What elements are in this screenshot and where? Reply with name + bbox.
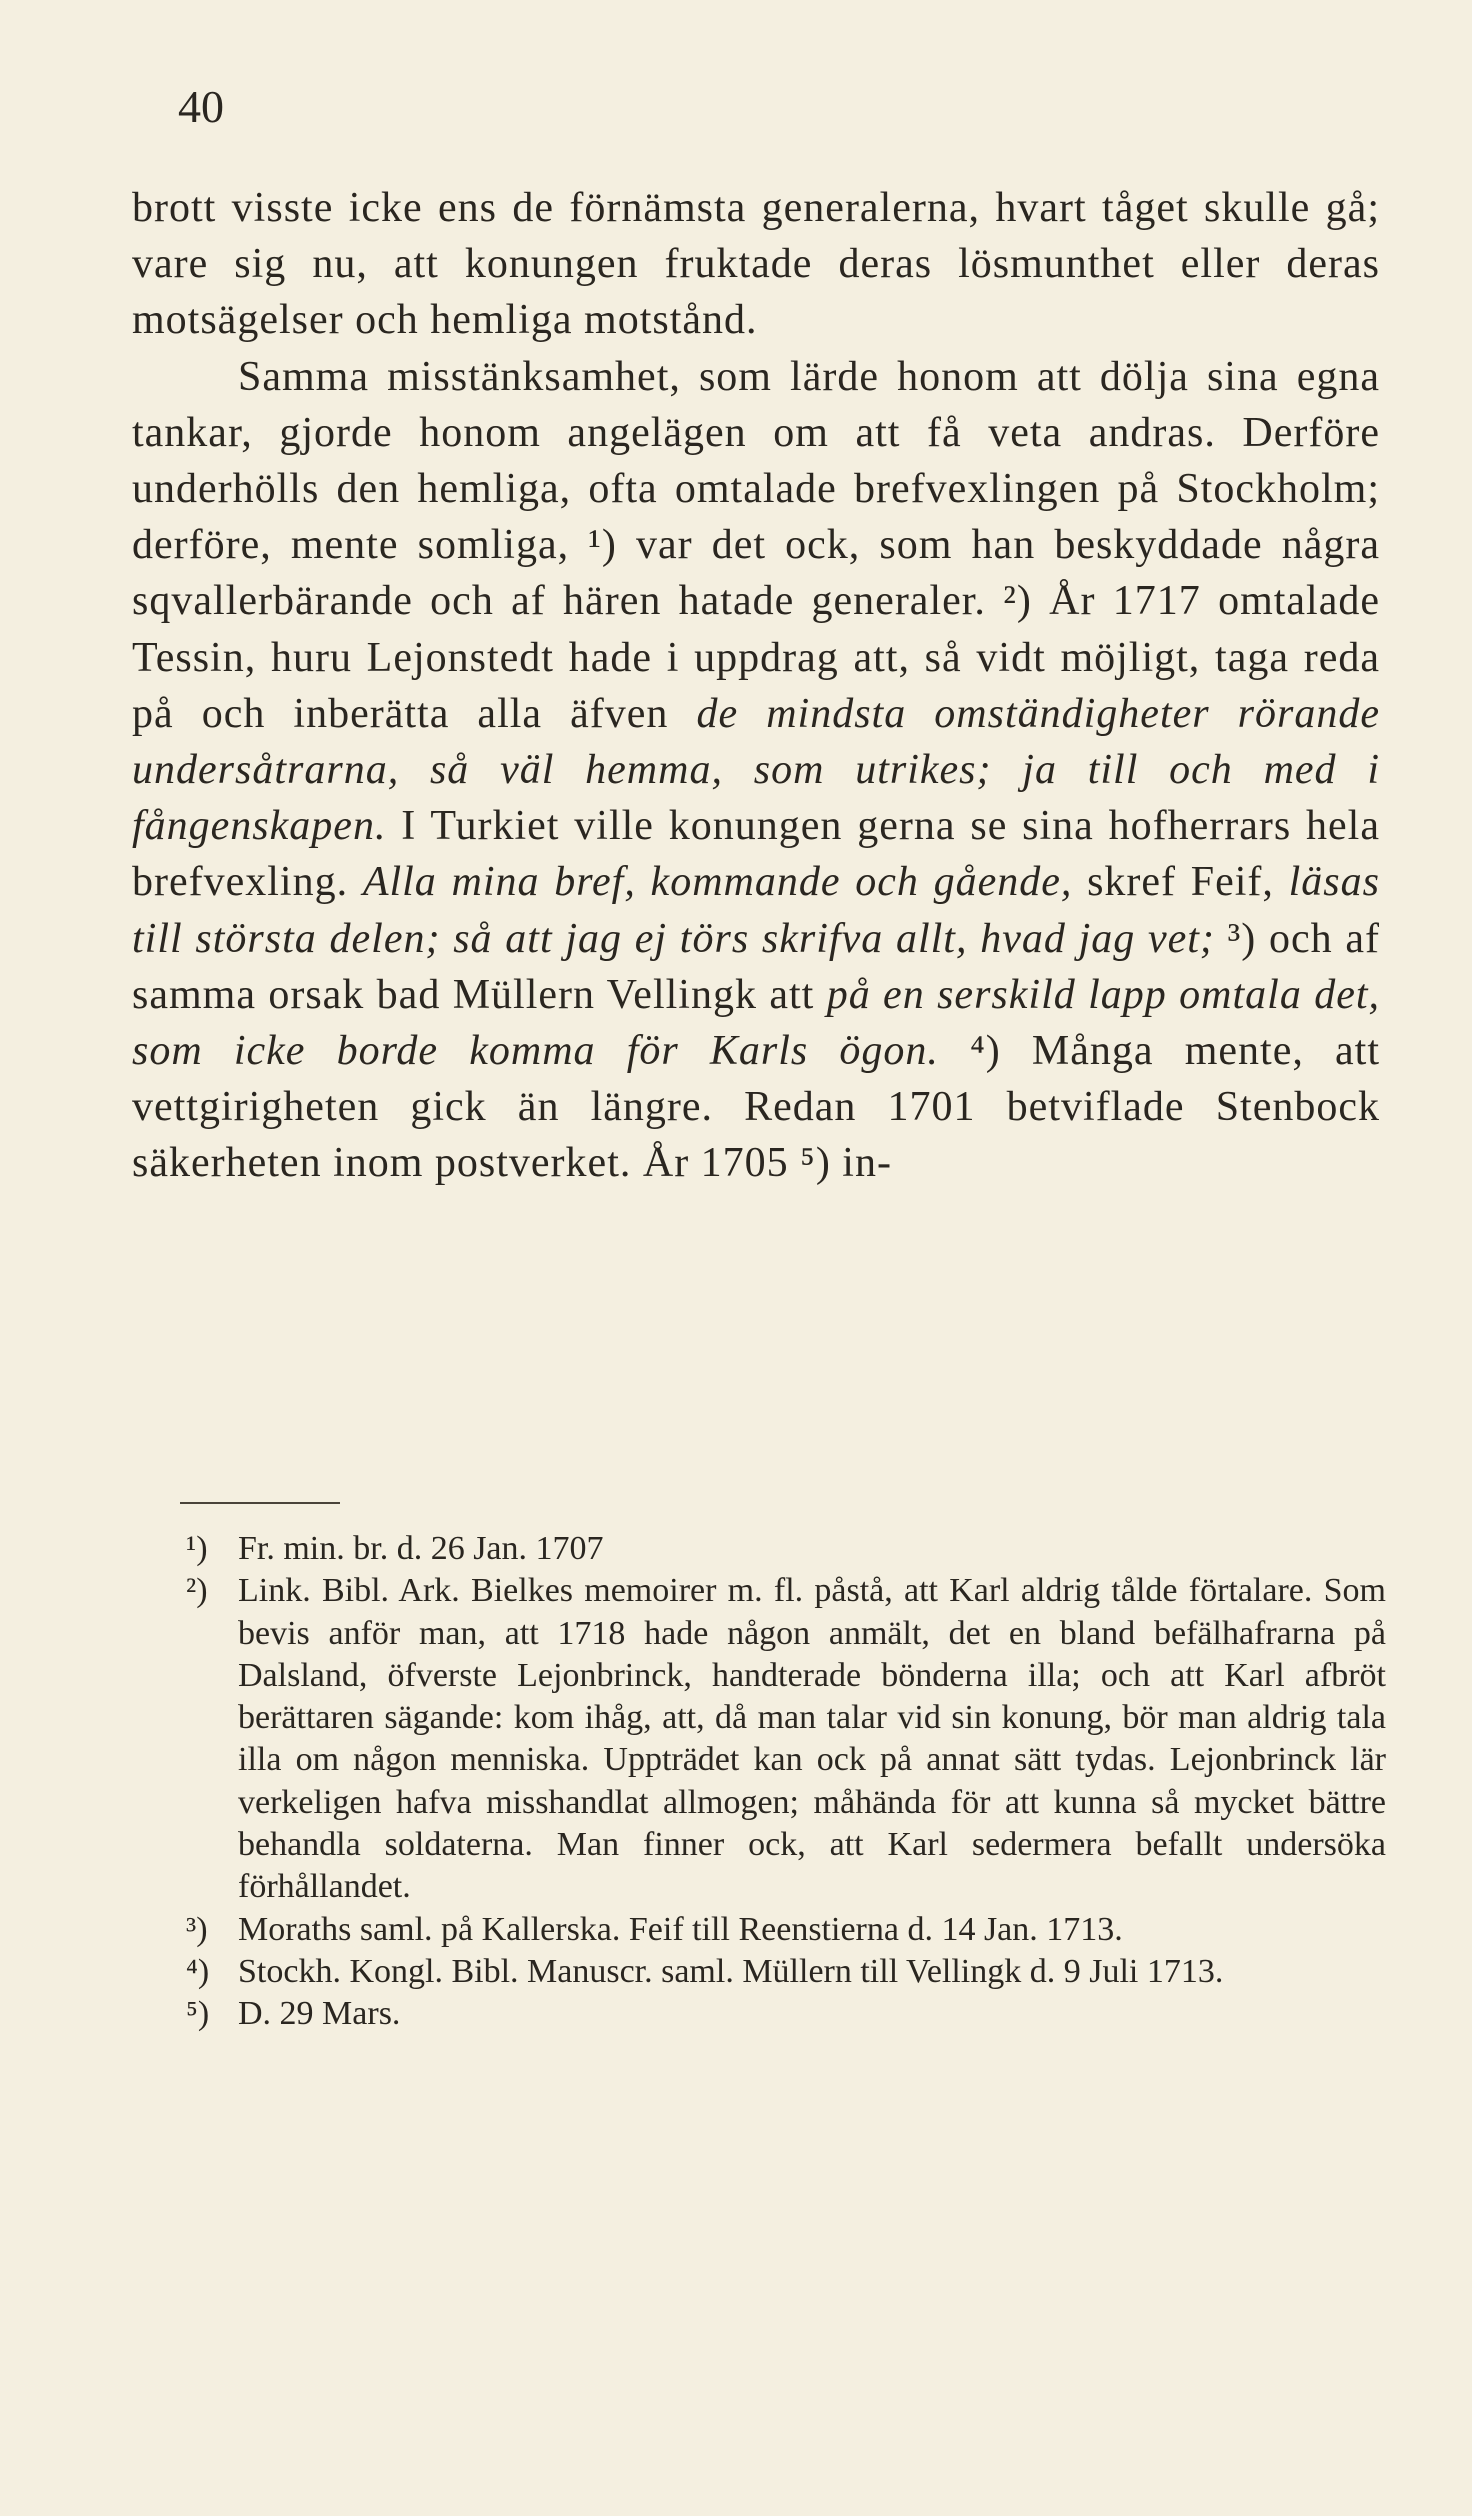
paragraph-2	[132, 349, 1380, 1192]
footnote-text: Fr. min. br. d. 26 Jan. 1707	[238, 1530, 604, 1567]
main-text	[132, 180, 1380, 1192]
text-segment-3: skref Feif,	[1072, 859, 1289, 906]
italic-passage-2: Alla mina bref, kommande och gående,	[362, 859, 1073, 906]
italic-passage-1: de mindsta omständigheter rörande undersåtrarna, så väl hemma, som utrikes; ja till och med i fångenskapen.	[132, 690, 1381, 850]
italic-passage-4: på en serskild lapp omtala det, som icke borde komma för Karls ögon.	[132, 971, 1381, 1075]
paragraph-2-start: Samma misstänksamhet, som lärde honom att dölja sina egna tankar, gjorde honom angelägen om att få veta andras. Derföre underhölls den hemliga, ofta omtalade brefvexlingen på Stockholm; derföre, mente somliga, ¹) var det ock, som han beskyddade några sqvallerbärande och af hären hatade generaler. ²) År 1717 omtalade Tessin, huru Lejonstedt hade i uppdrag att, så vidt möjligt, taga reda på och inberätta alla äfven	[132, 353, 1380, 737]
footnote-marker: ²)	[186, 1572, 208, 1610]
footnote-text: Stockh. Kongl. Bibl. Manuscr. saml. Müllern till Vellingk d. 9 Juli 1713.	[238, 1952, 1224, 1990]
footnote-text: D. 29 Mars.	[238, 1995, 401, 2033]
footnote-1	[186, 1528, 1386, 1570]
text-segment-5: ⁴) Många mente, att vettgirigheten gick än längre. Redan 1701 betviflade Stenbock säkerheten inom postverket. År 1705 ⁵) in-	[132, 1028, 1380, 1187]
italic-passage-3: läsas till största delen; så att jag ej törs skrifva allt, hvad jag vet;	[132, 859, 1380, 962]
paragraph-1: brott visste icke ens de förnämsta generalerna, hvart tåget skulle gå; vare sig nu, att konungen fruktade deras lösmunthet eller deras motsägelser och hemliga motstånd.	[132, 185, 1380, 344]
footnote-text: Moraths saml. på Kallerska. Feif till Reenstierna d. 14 Jan. 1713.	[238, 1910, 1123, 1948]
footnote-marker: ⁴)	[186, 1952, 210, 1990]
footnote-2	[186, 1570, 1386, 1908]
footnote-3	[186, 1909, 1386, 1951]
footnote-4	[186, 1951, 1386, 1993]
footnote-5	[186, 1993, 1386, 2035]
footnote-marker: ⁵)	[186, 1995, 210, 2033]
footnote-text: Link. Bibl. Ark. Bielkes memoirer m. fl. påstå, att Karl aldrig tålde förtalare. Som bevis anför man, att 1718 hade någon anmält, det en bland befälhafrarna på Dalsland, öfverste Lejonbrinck, handterade bönderna illa; och att Karl afbröt berättaren sägande: kom ihåg, att, då man talar vid sin konung, bör man aldrig tala illa om någon menniska. Uppträdet kan ock på annat sätt tydas. Lejonbrinck lär verkeligen hafva misshandlat allmogen; måhända för att kunna så mycket bättre behandla soldaterna. Man finner ock, att Karl sedermera befallt undersöka förhållandet.	[238, 1572, 1386, 1906]
text-segment-2: I Turkiet ville konungen gerna se sina hofherrars hela brefvexling.	[132, 803, 1380, 906]
footnote-marker: ¹)	[186, 1530, 208, 1567]
footnote-marker: ³)	[186, 1910, 208, 1948]
text-segment-4: ³) och af samma orsak bad Müllern Vellingk att	[132, 915, 1380, 1018]
footnotes	[186, 1528, 1386, 2036]
page-number: 40	[178, 81, 224, 132]
footnote-divider	[180, 1502, 340, 1504]
